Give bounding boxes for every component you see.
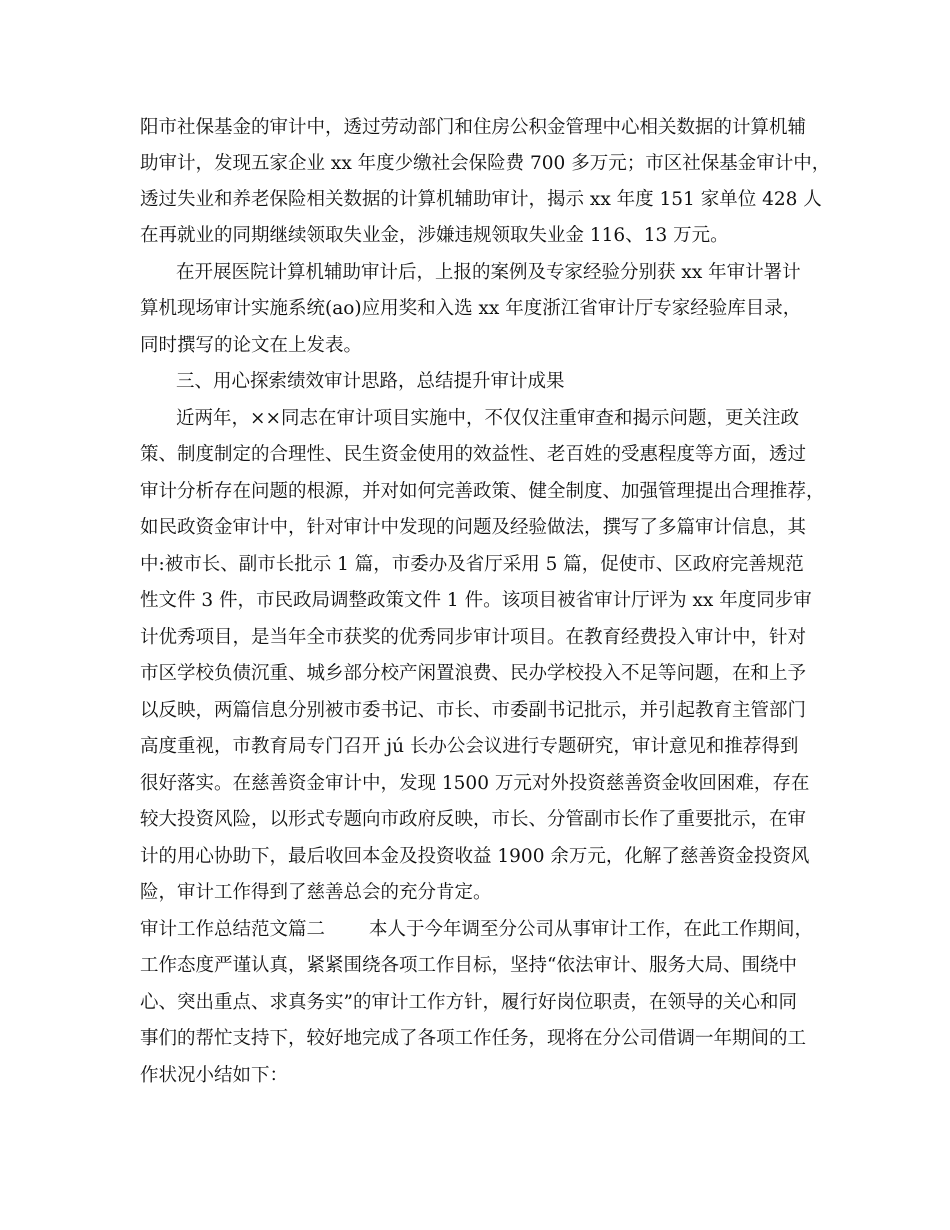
paragraph-line: 以反映，两篇信息分别被市委书记、市长、市委副书记批示，并引起教育主管部门	[140, 700, 807, 721]
paragraph-line: 心、突出重点、求真务实”的审计工作方针，履行好岗位职责，在领导的关心和同	[140, 992, 797, 1013]
paragraph-line: 同时撰写的论文在上发表。	[140, 335, 363, 356]
paragraph-line: 近两年，××同志在审计项目实施中，不仅仅注重审查和揭示问题，更关注政	[176, 408, 800, 429]
section-title: 审计工作总结范文篇二	[140, 919, 326, 940]
paragraph-line: 审计分析存在问题的根源，并对如何完善政策、健全制度、加强管理提出合理推荐，	[140, 481, 825, 502]
paragraph-line: 如民政资金审计中，针对审计中发现的问题及经验做法，撰写了多篇审计信息，其	[140, 517, 807, 538]
section-first-line: 本人于今年调至分公司从事审计工作，在此工作期间，	[369, 919, 814, 940]
paragraph-line: 很好落实。在慈善资金审计中，发现 1500 万元对外投资慈善资金收回困难，存在	[140, 773, 810, 794]
paragraph-line: 计优秀项目，是当年全市获奖的优秀同步审计项目。在教育经费投入审计中，针对	[140, 627, 807, 648]
paragraph-line: 在开展医院计算机辅助审计后，上报的案例及专家经验分别获 xx 年审计署计	[176, 262, 801, 283]
paragraph-line: 透过失业和养老保险相关数据的计算机辅助审计，揭示 xx 年度 151 家单位 428 人	[140, 189, 822, 210]
paragraph-line: 计的用心协助下，最后收回本金及投资收益 1900 余万元，化解了慈善资金投资风	[140, 846, 810, 867]
paragraph-line: 事们的帮忙支持下，较好地完成了各项工作任务，现将在分公司借调一年期间的工	[140, 1028, 807, 1049]
paragraph-line: 高度重视，市教育局专门召开 jú 长办公会议进行专题研究，审计意见和推荐得到	[140, 736, 799, 757]
paragraph-line: 算机现场审计实施系统(ao)应用奖和入选 xx 年度浙江省审计厅专家经验库目录，	[140, 298, 802, 319]
paragraph-line: 中:被市长、副市长批示 1 篇，市委办及省厅采用 5 篇，促使市、区政府完善规范	[140, 554, 804, 575]
paragraph-line: 助审计，发现五家企业 xx 年度少缴社会保险费 700 多万元；市区社保基金审计中，	[140, 153, 831, 174]
section-title-line	[140, 915, 813, 945]
paragraph-line: 险，审计工作得到了慈善总会的充分肯定。	[140, 882, 492, 903]
paragraph-line: 市区学校负债沉重、城乡部分校产闲置浪费、民办学校投入不足等问题，在和上予	[140, 663, 807, 684]
paragraph-line: 策、制度制定的合理性、民生资金使用的效益性、老百姓的受惠程度等方面，透过	[140, 444, 807, 465]
paragraph-line: 作状况小结如下：	[140, 1065, 289, 1086]
paragraph-line: 阳市社保基金的审计中，透过劳动部门和住房公积金管理中心相关数据的计算机辅	[140, 117, 807, 138]
paragraph-line: 工作态度严谨认真，紧紧围绕各项工作目标，坚持“依法审计、服务大局、围绕中	[140, 955, 797, 976]
section-heading: 三、用心探索绩效审计思路，总结提升审计成果	[176, 371, 565, 392]
paragraph-line: 较大投资风险，以形式专题向市政府反映，市长、分管副市长作了重要批示，在审	[140, 809, 807, 830]
paragraph-line: 性文件 3 件，市民政局调整政策文件 1 件。该项目被省审计厅评为 xx 年度同步审	[140, 590, 812, 611]
paragraph-line: 在再就业的同期继续领取失业金，涉嫌违规领取失业金 116、13 万元。	[140, 225, 729, 246]
